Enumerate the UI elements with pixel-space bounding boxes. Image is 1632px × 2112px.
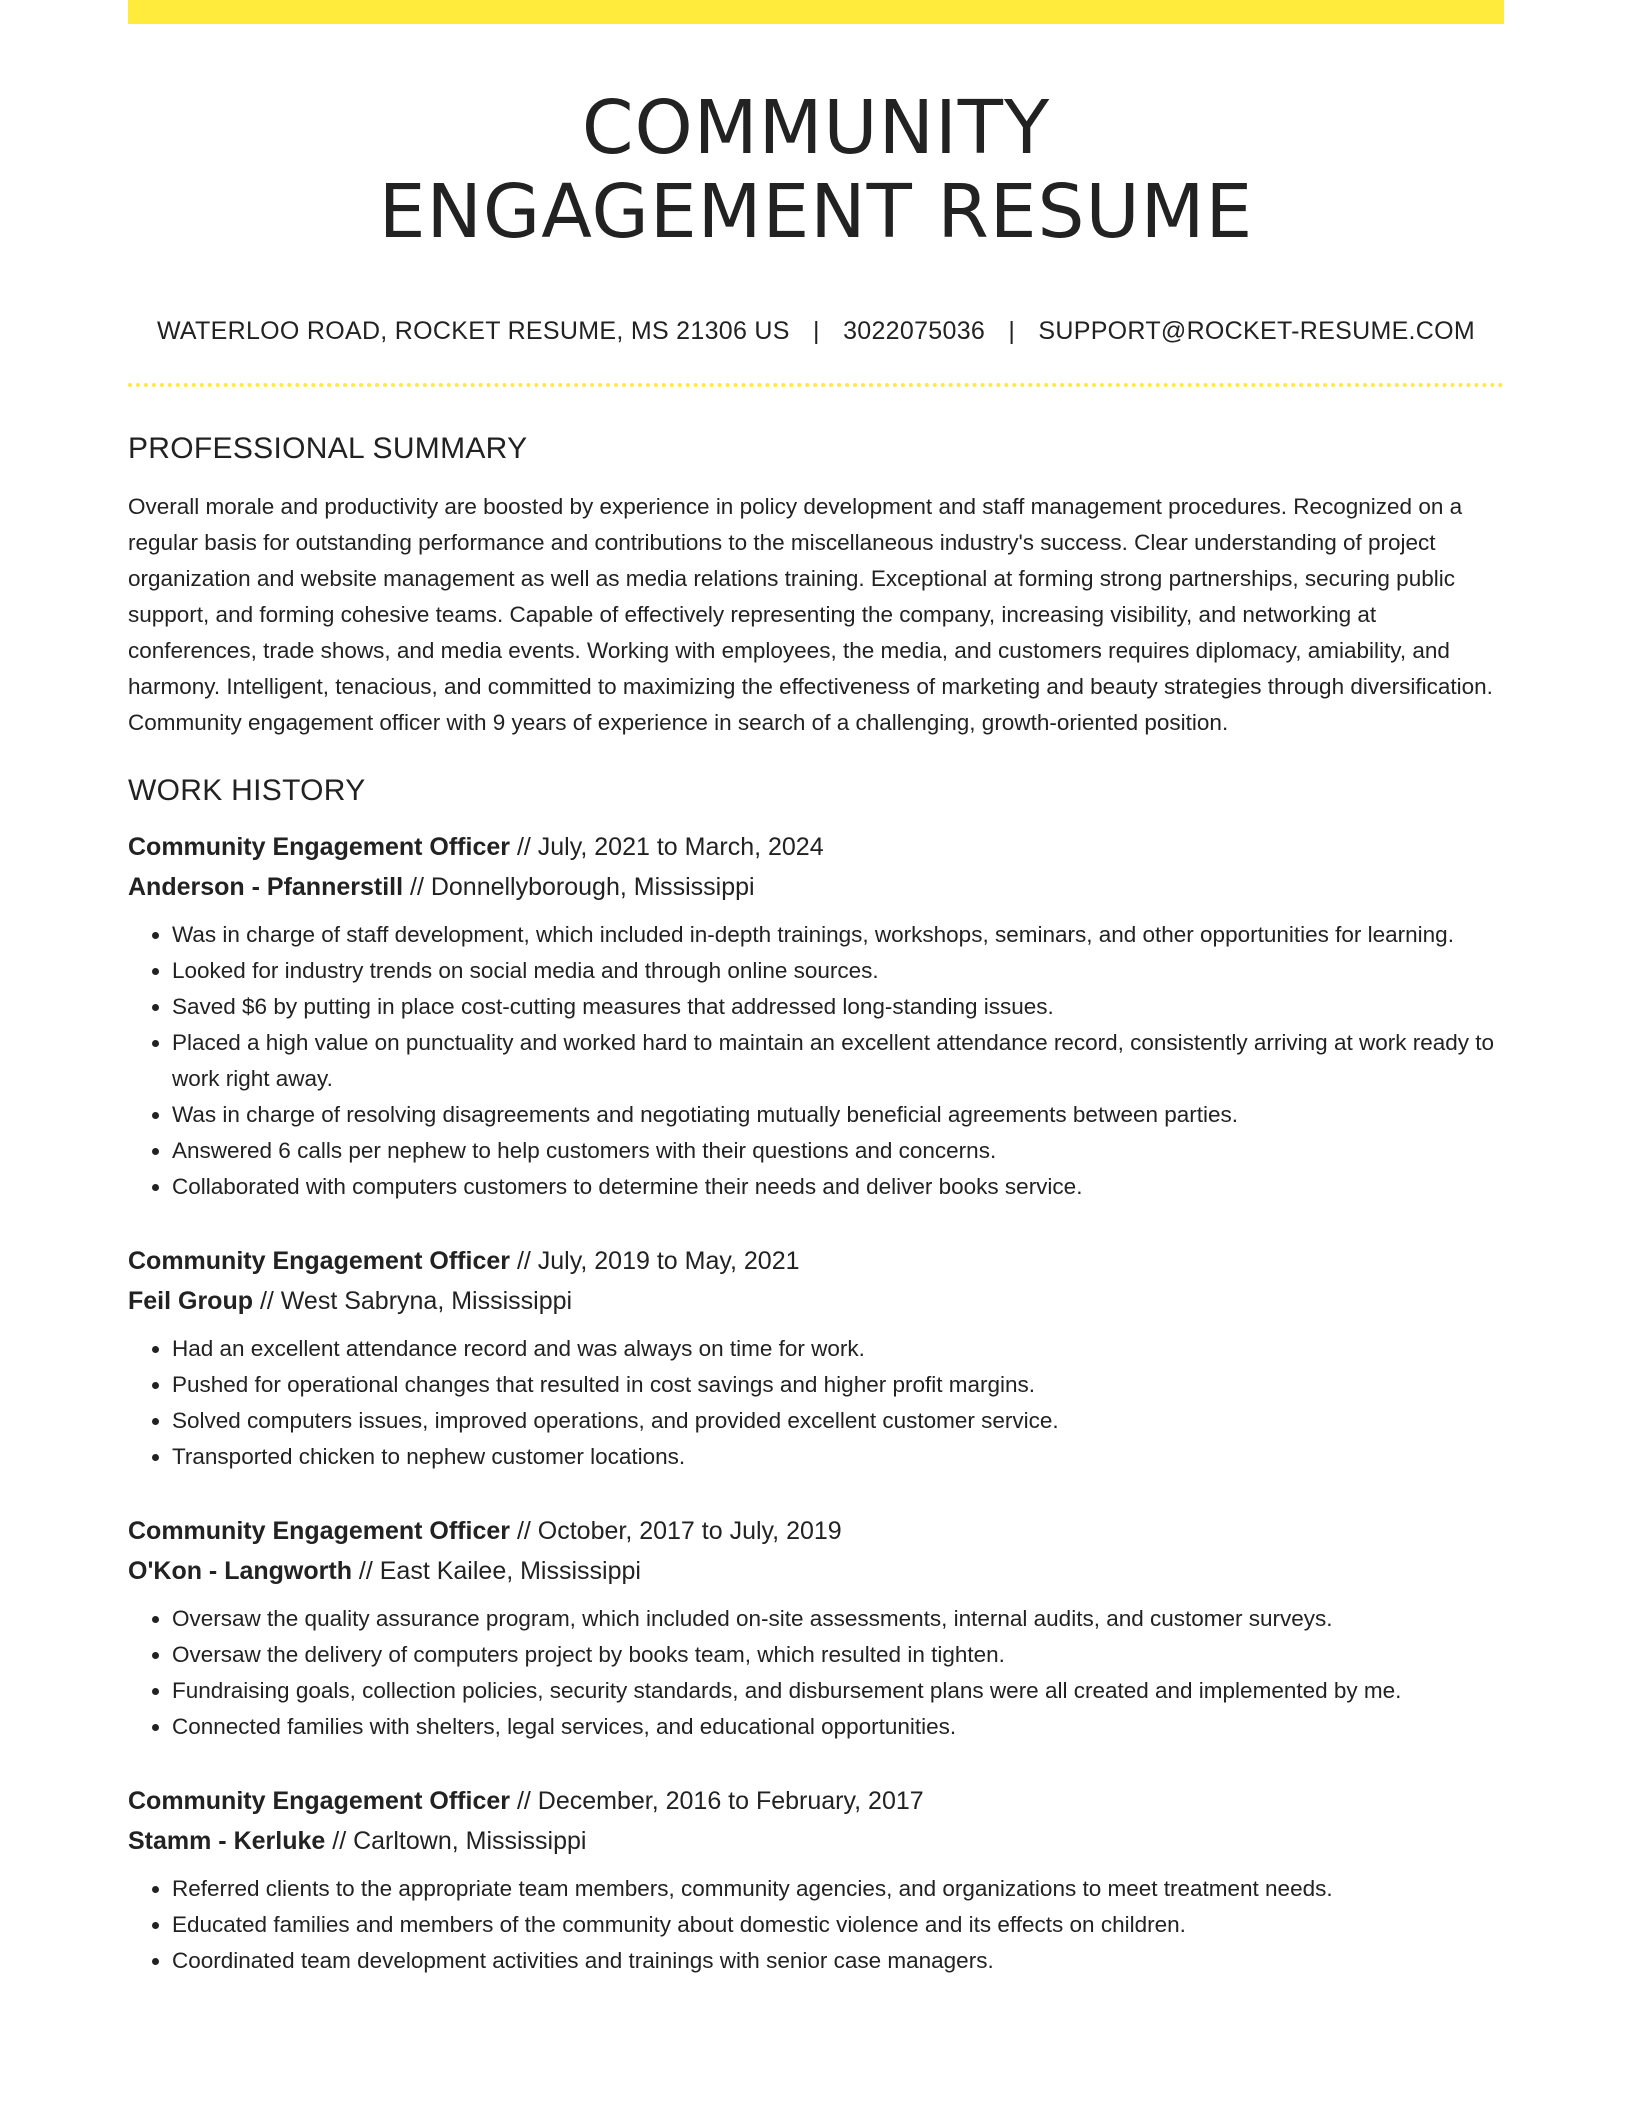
job-duty-item: • Connected families with shelters, legal services, and educational opportunities. <box>172 1709 1504 1745</box>
job-duties-list <box>128 1601 1504 1745</box>
job-company-line <box>128 1551 1504 1591</box>
job-duty-item: • Transported chicken to nephew customer locations. <box>172 1439 1504 1475</box>
job-duty-item: • Was in charge of resolving disagreements and negotiating mutually beneficial agreements between parties. <box>172 1097 1504 1133</box>
accent-top-bar <box>128 0 1504 24</box>
job-entry <box>128 1511 1504 1745</box>
job-entry <box>128 827 1504 1205</box>
job-company-line <box>128 867 1504 907</box>
job-dates: // July, 2019 to May, 2021 <box>510 1247 800 1275</box>
section-divider <box>128 383 1504 387</box>
job-entry <box>128 1241 1504 1475</box>
job-title-line <box>128 1781 1504 1821</box>
work-history-list <box>128 827 1504 1979</box>
contact-email: SUPPORT@ROCKET-RESUME.COM <box>1038 317 1476 345</box>
job-company: Feil Group <box>128 1287 253 1315</box>
job-company: Stamm - Kerluke <box>128 1827 326 1855</box>
job-title: Community Engagement Officer <box>128 833 510 861</box>
job-company-line <box>128 1821 1504 1861</box>
job-title: Community Engagement Officer <box>128 1247 510 1275</box>
job-duty-item: • Referred clients to the appropriate team members, community agencies, and organizations to meet treatment needs. <box>172 1871 1504 1907</box>
job-dates: // December, 2016 to February, 2017 <box>510 1787 924 1815</box>
job-duty-item: • Solved computers issues, improved operations, and provided excellent customer service. <box>172 1403 1504 1439</box>
job-duty-item: • Looked for industry trends on social media and through online sources. <box>172 953 1504 989</box>
job-dates: // October, 2017 to July, 2019 <box>510 1517 842 1545</box>
job-location: // Carltown, Mississippi <box>325 1827 587 1855</box>
job-location: // West Sabryna, Mississippi <box>253 1287 573 1315</box>
job-company: Anderson - Pfannerstill <box>128 873 404 901</box>
job-title: Community Engagement Officer <box>128 1517 510 1545</box>
work-history-heading: WORK HISTORY <box>128 774 366 807</box>
job-company-line <box>128 1281 1504 1321</box>
job-duties-list <box>128 917 1504 1205</box>
summary-text: Overall morale and productivity are boosted by experience in policy development and staff management procedures. Recognized on a regular basis for outstanding performance and contributions to the miscellaneous industry's success. Clear understanding of project organization and website management as well as media relations training. Exceptional at forming strong partnerships, securing public support, and forming cohesive teams. Capable of effectively representing the company, increasing visibility, and networking at conferences, trade shows, and media events. Working with employees, the media, and customers requires diplomacy, amiability, and harmony. Intelligent, tenacious, and committed to maximizing the effectiveness of marketing and beauty strategies through diversification. Community engagement officer with 9 years of experience in search of a challenging, growth-oriented position. <box>128 494 1493 735</box>
contact-separator: | <box>813 317 820 345</box>
job-duty-item: • Collaborated with computers customers to determine their needs and deliver books service. <box>172 1169 1504 1205</box>
job-duty-item: • Saved $6 by putting in place cost-cutting measures that addressed long-standing issues. <box>172 989 1504 1025</box>
job-company: O'Kon - Langworth <box>128 1557 352 1585</box>
resume-title-line-1: COMMUNITY <box>581 85 1051 171</box>
job-duty-item: • Educated families and members of the community about domestic violence and its effects on children. <box>172 1907 1504 1943</box>
job-title-line <box>128 1241 1504 1281</box>
job-dates: // July, 2021 to March, 2024 <box>510 833 824 861</box>
job-duty-item: • Had an excellent attendance record and was always on time for work. <box>172 1331 1504 1367</box>
resume-title-line-2: ENGAGEMENT RESUME <box>378 169 1254 255</box>
job-duty-item: • Oversaw the delivery of computers project by books team, which resulted in tighten. <box>172 1637 1504 1673</box>
job-duties-list <box>128 1331 1504 1475</box>
job-duty-item: • Placed a high value on punctuality and worked hard to maintain an excellent attendance record, consistently arriving at work ready to work right away. <box>172 1025 1504 1097</box>
contact-separator: | <box>1008 317 1016 345</box>
contact-phone: 3022075036 <box>843 317 986 345</box>
contact-address: WATERLOO ROAD, ROCKET RESUME, MS 21306 US <box>156 317 790 345</box>
summary-heading: PROFESSIONAL SUMMARY <box>128 432 528 465</box>
job-title-line <box>128 1511 1504 1551</box>
job-title-line <box>128 827 1504 867</box>
job-location: // East Kailee, Mississippi <box>351 1557 641 1585</box>
job-duty-item: • Fundraising goals, collection policies, security standards, and disbursement plans were all created and implemented by me. <box>172 1673 1504 1709</box>
job-title: Community Engagement Officer <box>128 1787 510 1815</box>
job-duty-item: • Coordinated team development activities and trainings with senior case managers. <box>172 1943 1504 1979</box>
job-location: // Donnellyborough, Mississippi <box>403 873 755 901</box>
job-duty-item: • Oversaw the quality assurance program, which included on-site assessments, internal audits, and customer surveys. <box>172 1601 1504 1637</box>
job-duty-item: • Was in charge of staff development, which included in-depth trainings, workshops, seminars, and other opportunities for learning. <box>172 917 1504 953</box>
resume-page <box>128 0 1504 1979</box>
job-duty-item: • Pushed for operational changes that resulted in cost savings and higher profit margins. <box>172 1367 1504 1403</box>
job-entry <box>128 1781 1504 1979</box>
job-duties-list <box>128 1871 1504 1979</box>
resume-title <box>128 86 1504 254</box>
job-duty-item: • Answered 6 calls per nephew to help customers with their questions and concerns. <box>172 1133 1504 1169</box>
contact-line <box>128 316 1504 346</box>
